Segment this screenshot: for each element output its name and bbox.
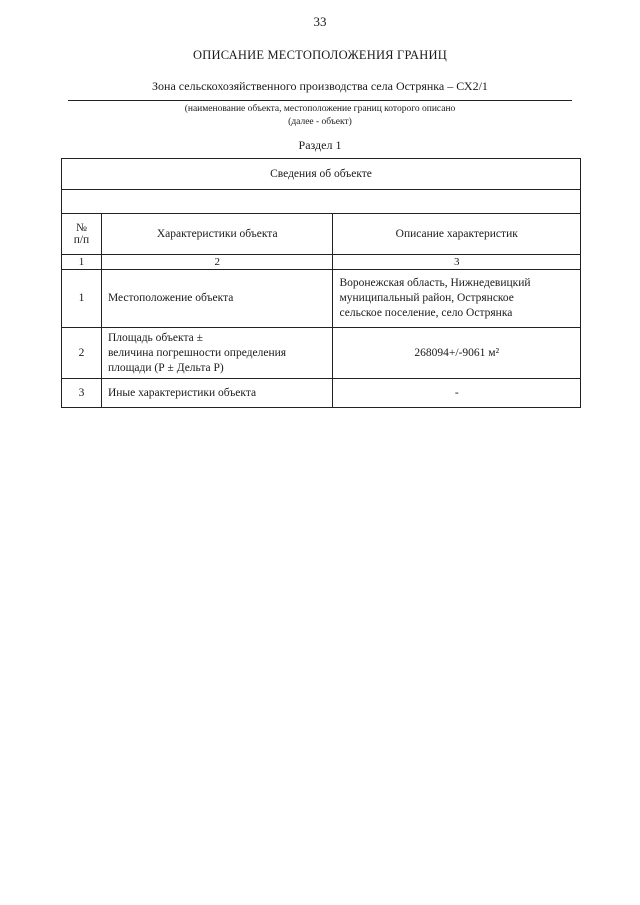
table-empty-row [62, 190, 581, 214]
description-line: Воронежская область, Нижнедевицкий [339, 277, 531, 289]
column-number-1: 1 [62, 255, 102, 270]
row-characteristic: Иные характеристики объекта [101, 379, 333, 408]
object-info-table [61, 158, 581, 408]
table-row [62, 270, 581, 328]
object-name-underline [68, 100, 572, 101]
table-row [62, 379, 581, 408]
section-label: Раздел 1 [298, 138, 342, 152]
row-num: 1 [62, 270, 102, 328]
caption-line-1: (наименование объекта, местоположение границ которого описано [184, 104, 456, 114]
row-description [333, 270, 581, 328]
header-characteristics: Характеристики объекта [101, 214, 333, 255]
characteristic-line: Площадь объекта ± [107, 331, 203, 344]
header-num [62, 214, 102, 255]
column-number-3: 3 [333, 255, 581, 270]
description-line: муниципальный район, Острянское [339, 292, 514, 304]
row-characteristic: Местоположение объекта [101, 270, 333, 328]
header-description: Описание характеристик [333, 214, 581, 255]
empty-cell [62, 190, 581, 214]
column-number-2: 2 [101, 255, 333, 270]
row-num: 3 [62, 379, 102, 408]
characteristic-line: величина погрешности определения [107, 346, 287, 359]
row-num: 2 [62, 328, 102, 379]
page-number: 33 [313, 14, 327, 29]
caption-line-2: (далее - объект) [288, 117, 352, 127]
row-description: - [333, 379, 581, 408]
table-header-row [62, 214, 581, 255]
table-row [62, 328, 581, 379]
header-num-line-2: п/п [73, 234, 90, 246]
object-name: Зона сельскохозяйственного производства села Острянка – СХ2/1 [152, 79, 488, 93]
header-num-line-1: № [75, 222, 87, 234]
characteristic-line: площади (Р ± Дельта Р) [107, 361, 224, 374]
description-line: сельское поселение, село Острянка [339, 307, 513, 319]
table-title-row [62, 159, 581, 190]
object-name-caption [0, 103, 640, 129]
document-title: ОПИСАНИЕ МЕСТОПОЛОЖЕНИЯ ГРАНИЦ [193, 48, 447, 62]
row-description: 268094+/-9061 м² [333, 328, 581, 379]
table-title: Сведения об объекте [62, 159, 581, 190]
column-number-row [62, 255, 581, 270]
row-characteristic [101, 328, 333, 379]
